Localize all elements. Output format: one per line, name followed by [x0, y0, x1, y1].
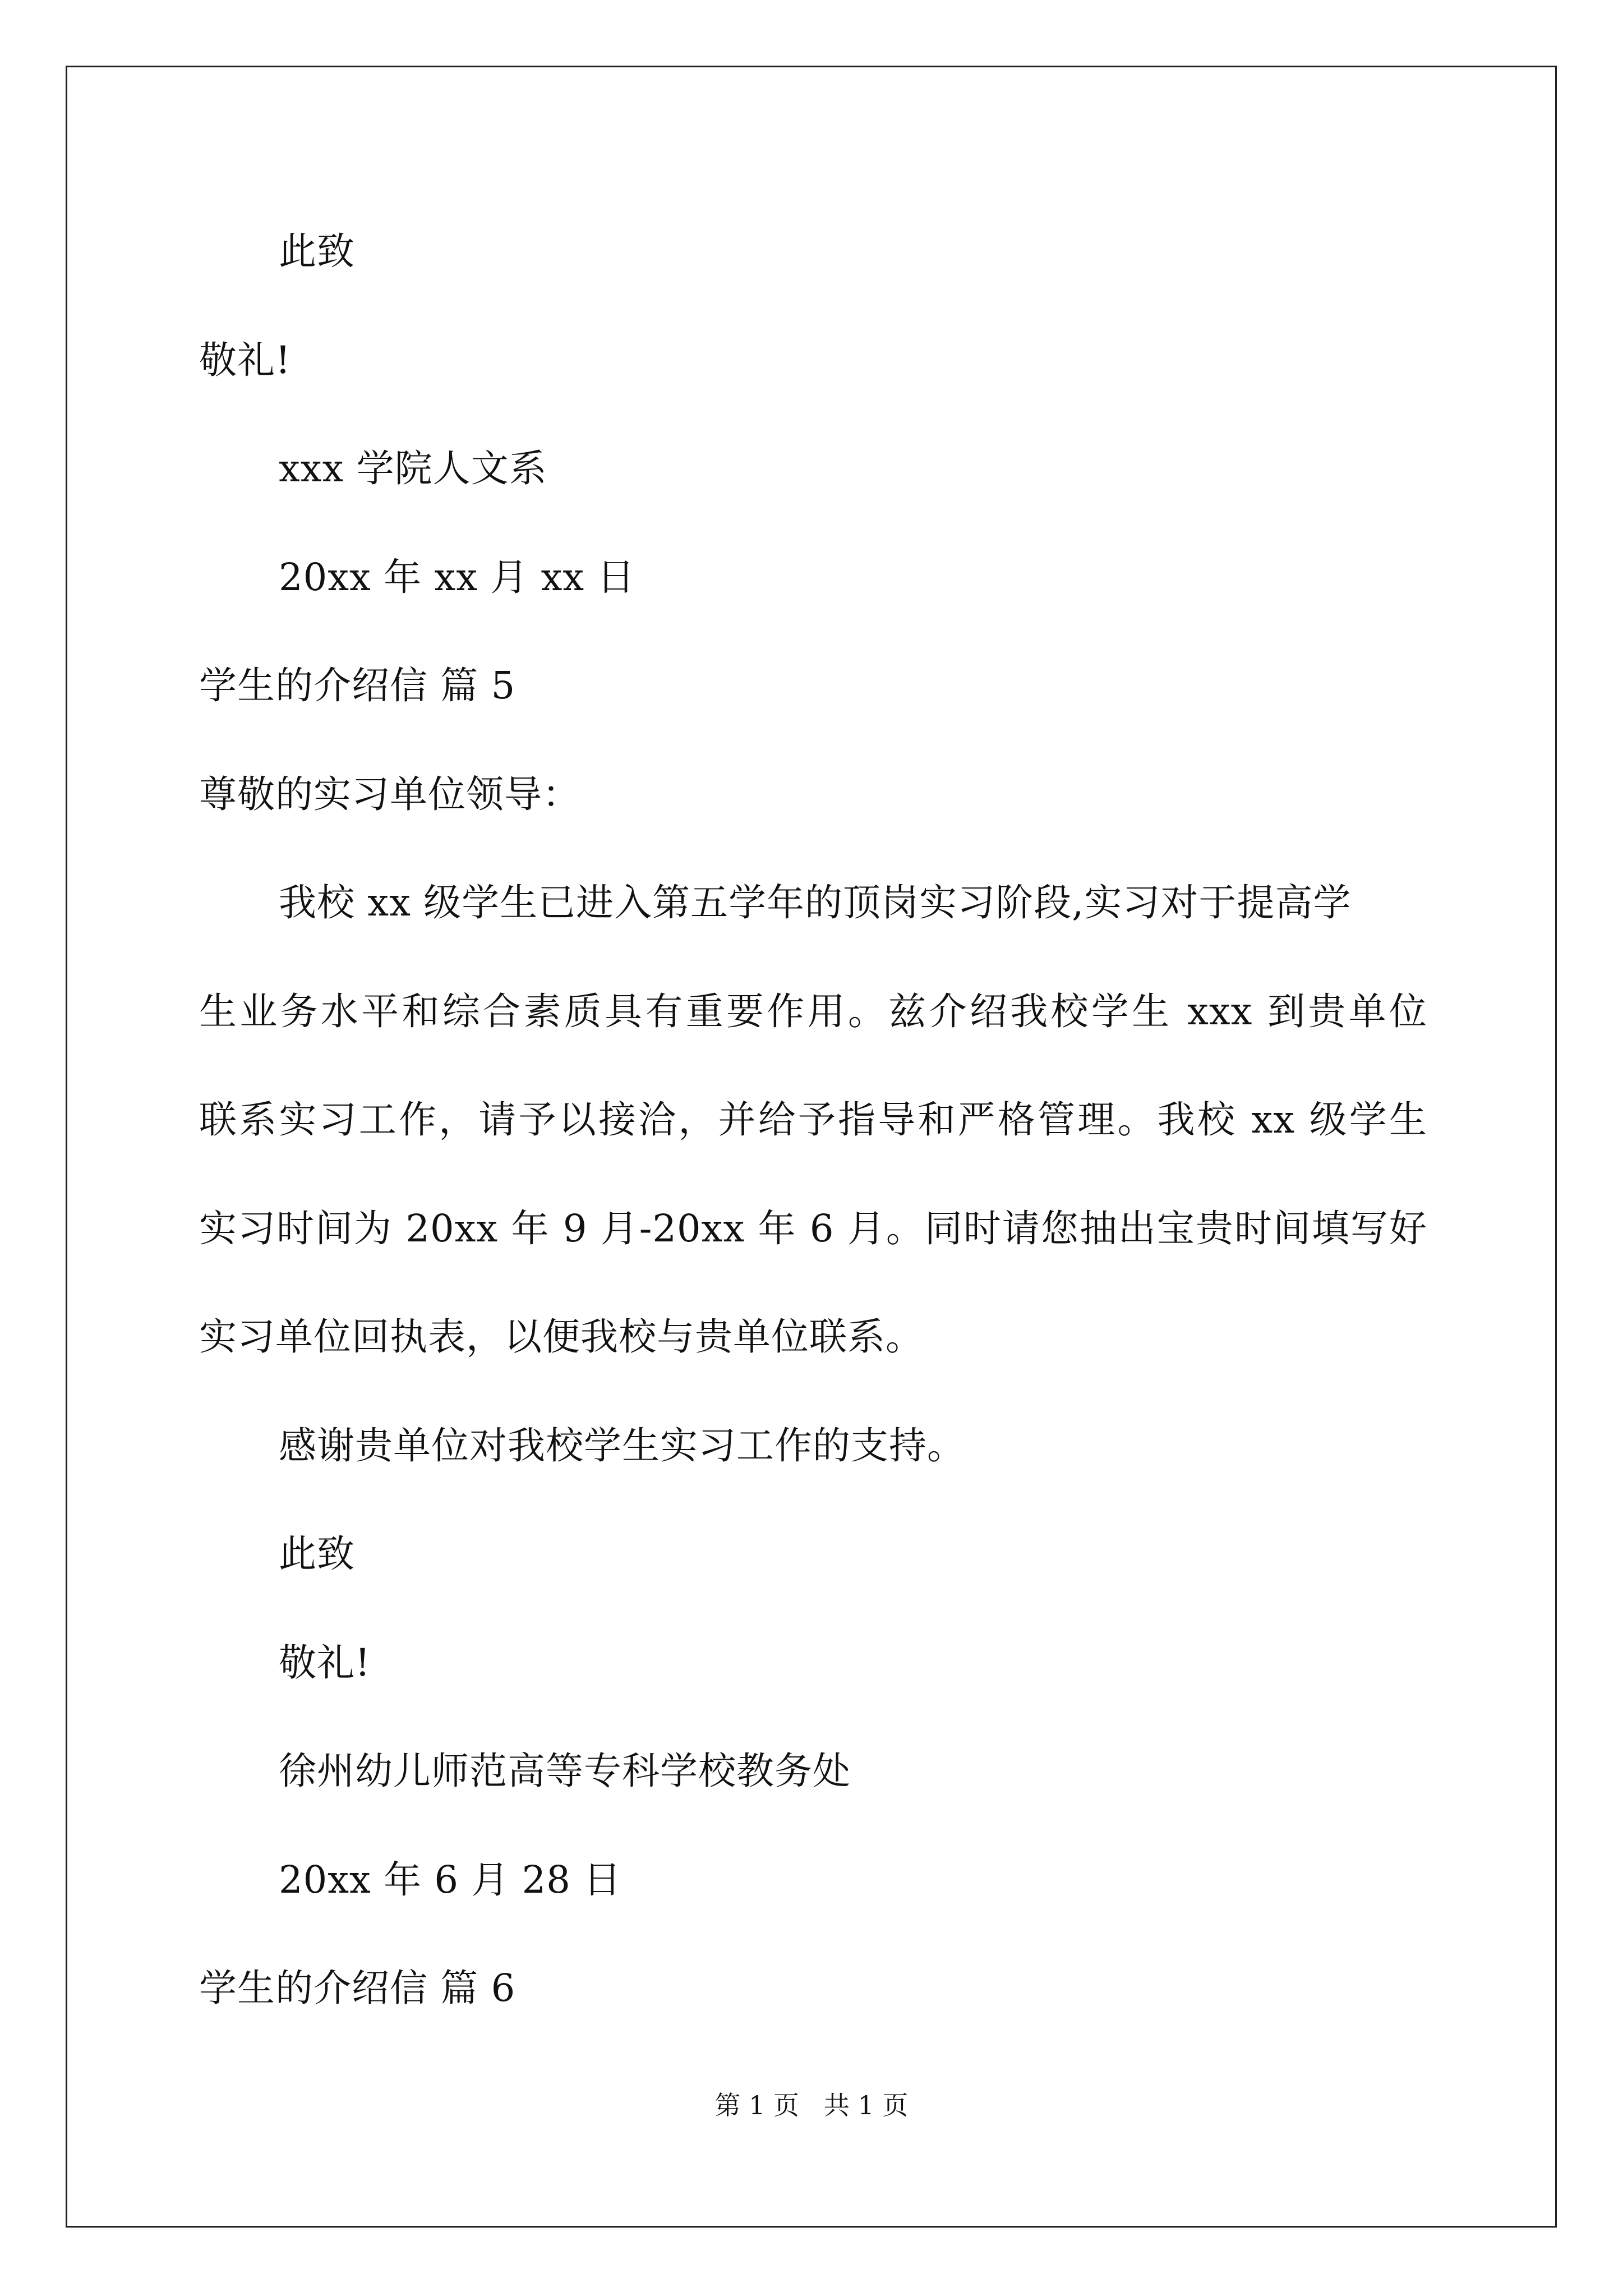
section-heading-5: 学生的介绍信 篇 5: [199, 664, 516, 707]
section-heading-6: 学生的介绍信 篇 6: [199, 1966, 516, 2010]
closing-regards: 敬礼!: [279, 1641, 371, 1685]
signature-date: 20xx 年 6 月 28 日: [279, 1858, 622, 1902]
page-number-footer: 第 1 页 共 1 页: [714, 2090, 909, 2120]
signature-organization: 徐州幼儿师范高等专科学校教务处: [279, 1749, 851, 1793]
closing-salutation: 此致: [279, 1532, 355, 1576]
closing-salutation: 此致: [279, 229, 355, 273]
signature-department: xxx 学院人文系: [279, 447, 547, 490]
signature-date: 20xx 年 xx 月 xx 日: [279, 555, 635, 599]
thanks-paragraph: 感谢贵单位对我校学生实习工作的支持。: [279, 1424, 965, 1467]
body-paragraph-line: 我校 xx 级学生已进入第五学年的顶岗实习阶段,实习对于提高学: [279, 881, 1352, 924]
body-paragraph-line: 实习时间为 20xx 年 9 月-20xx 年 6 月。同时请您抽出宝贵时间填写好: [199, 1207, 1427, 1250]
body-paragraph-line: 实习单位回执表，以便我校与贵单位联系。: [199, 1315, 924, 1359]
page-border: [66, 66, 1557, 2228]
body-paragraph-line: 联系实习工作，请予以接洽，并给予指导和严格管理。我校 xx 级学生: [199, 1098, 1427, 1142]
closing-regards: 敬礼!: [199, 338, 291, 382]
letter-greeting: 尊敬的实习单位领导：: [199, 772, 580, 816]
body-paragraph-line: 生业务水平和综合素质具有重要作用。兹介绍我校学生 xxx 到贵单位: [199, 990, 1427, 1033]
